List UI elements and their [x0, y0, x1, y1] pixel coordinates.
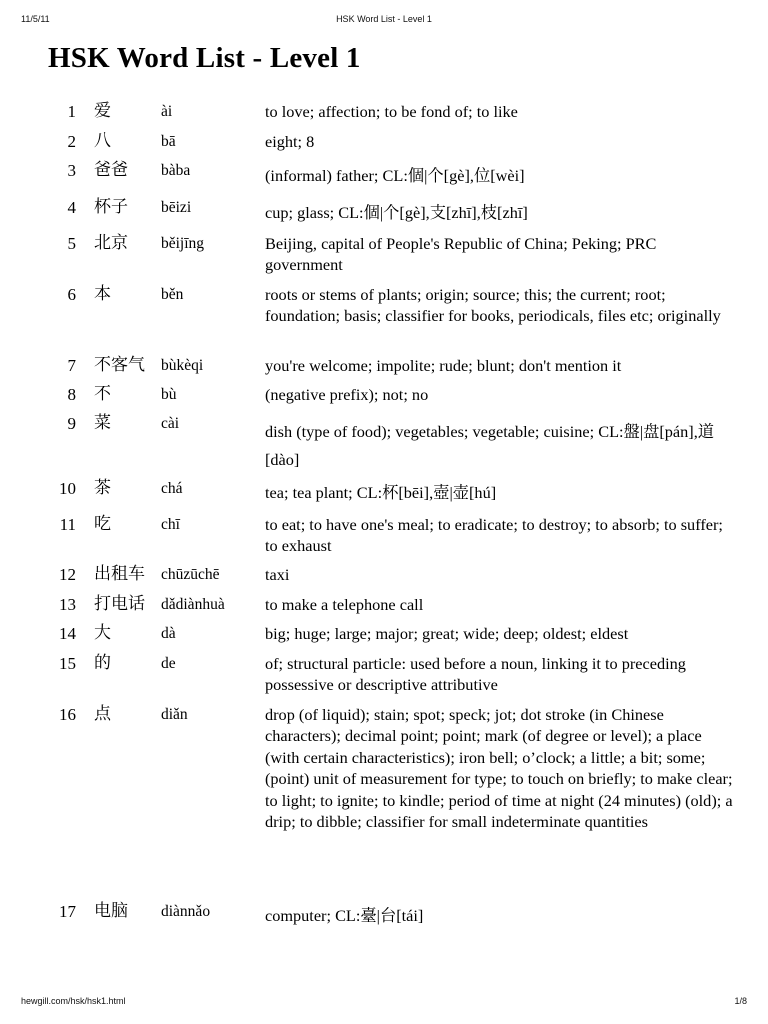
entry-hanzi: 打电话 — [94, 594, 145, 614]
entry-definition: cup; glass; CL:個|个[gè],支[zhī],枝[zhī] — [265, 203, 528, 222]
entry-number: 2 — [67, 132, 76, 151]
entry-definition: of; structural particle: used before a noun, linking it to preceding possessive or descriptive attributive — [265, 654, 686, 695]
entry-pinyin: diǎn — [161, 706, 188, 723]
entry-number: 9 — [67, 414, 76, 433]
entry-definition: eight; 8 — [265, 132, 315, 151]
entry-number: 3 — [67, 161, 76, 180]
entry-number: 12 — [59, 565, 76, 584]
entry-number: 10 — [59, 479, 76, 498]
entry-number: 14 — [59, 624, 76, 643]
entry-hanzi: 菜 — [94, 413, 111, 433]
print-footer — [0, 996, 768, 1010]
entry-pinyin: bùkèqi — [161, 357, 204, 374]
print-header-title: HSK Word List - Level 1 — [336, 14, 432, 24]
page-number: 1/8 — [734, 996, 747, 1006]
entry-pinyin: cài — [161, 415, 180, 432]
entry-hanzi: 爸爸 — [94, 160, 128, 180]
entry-pinyin: dǎdiànhuà — [161, 596, 225, 613]
entry-number: 1 — [67, 102, 76, 121]
entry-pinyin: diànnǎo — [161, 903, 211, 920]
entry-hanzi: 茶 — [94, 478, 111, 498]
entry-number: 4 — [67, 198, 76, 217]
entry-definition: roots or stems of plants; origin; source; this; the current; root; foundation; basis; classifier for books, periodicals, files etc; originally — [265, 285, 721, 326]
entry-number: 15 — [59, 654, 76, 673]
entry-pinyin: bù — [161, 386, 177, 403]
print-date: 11/5/11 — [21, 14, 50, 24]
entry-pinyin: běijīng — [161, 235, 205, 252]
entry-hanzi: 出租车 — [94, 564, 145, 584]
entry-number: 8 — [67, 385, 76, 404]
page-title: HSK Word List - Level 1 — [48, 42, 361, 74]
entry-hanzi: 北京 — [94, 233, 128, 253]
entry-definition: tea; tea plant; CL:杯[bēi],壺|壶[hú] — [265, 483, 497, 502]
entry-pinyin: bā — [161, 133, 176, 150]
entry-number: 6 — [67, 285, 76, 304]
entry-pinyin: de — [161, 655, 176, 672]
entry-definition: to love; affection; to be fond of; to like — [265, 102, 518, 121]
entry-hanzi: 点 — [94, 704, 111, 724]
entry-definition: Beijing, capital of People's Republic of China; Peking; PRC government — [265, 234, 657, 275]
entry-number: 16 — [59, 705, 76, 724]
entry-pinyin: chūzūchē — [161, 566, 220, 583]
entry-number: 17 — [59, 902, 76, 921]
entry-hanzi: 大 — [94, 623, 111, 643]
entry-number: 13 — [59, 595, 76, 614]
entry-definition: (informal) father; CL:個|个[gè],位[wèi] — [265, 166, 525, 185]
entry-definition: to eat; to have one's meal; to eradicate; to destroy; to absorb; to suffer; to exhaust — [265, 515, 723, 556]
entry-pinyin: bàba — [161, 162, 191, 179]
print-header — [0, 14, 768, 28]
entry-number: 5 — [67, 234, 76, 253]
entry-hanzi: 吃 — [94, 514, 111, 534]
entry-hanzi: 八 — [94, 131, 111, 151]
entry-definition: (negative prefix); not; no — [265, 385, 429, 404]
entry-pinyin: běn — [161, 286, 184, 303]
entry-definition: you're welcome; impolite; rude; blunt; don't mention it — [265, 356, 622, 375]
entry-hanzi: 的 — [94, 653, 111, 673]
entry-hanzi: 不客气 — [94, 355, 145, 375]
entry-pinyin: bēizi — [161, 199, 192, 216]
entry-hanzi: 本 — [94, 284, 111, 304]
entry-definition: big; huge; large; major; great; wide; deep; oldest; eldest — [265, 624, 629, 643]
entry-pinyin: dà — [161, 625, 176, 642]
entry-hanzi: 杯子 — [94, 197, 128, 217]
entry-definition: drop (of liquid); stain; spot; speck; jot; dot stroke (in Chinese characters); decimal point; point; mark (of degree or level); a place (with certain characteristics); iron bell; o’clock; a little; a bit; some; (point) unit of measurement for type; to touch on briefly; to make clear; to light; to ignite; to kindle; period of time at night (24 minutes) (old); a drip; to dibble; classifier for small indeterminate quantities — [265, 705, 733, 832]
entry-hanzi: 爱 — [94, 101, 111, 121]
entry-definition: computer; CL:臺|台[tái] — [265, 906, 424, 925]
entry-definition: dish (type of food); vegetables; vegetable; cuisine; CL:盤|盘[pán],道[dào] — [265, 422, 715, 469]
entry-hanzi: 不 — [94, 384, 111, 404]
entry-pinyin: chá — [161, 480, 183, 497]
entry-pinyin: chī — [161, 516, 180, 533]
print-url: hewgill.com/hsk/hsk1.html — [21, 996, 126, 1006]
entry-number: 7 — [67, 356, 76, 375]
entry-definition: to make a telephone call — [265, 595, 424, 614]
entry-pinyin: ài — [161, 103, 173, 120]
entry-number: 11 — [59, 515, 76, 534]
entry-hanzi: 电脑 — [94, 901, 128, 921]
entry-definition: taxi — [265, 565, 290, 584]
